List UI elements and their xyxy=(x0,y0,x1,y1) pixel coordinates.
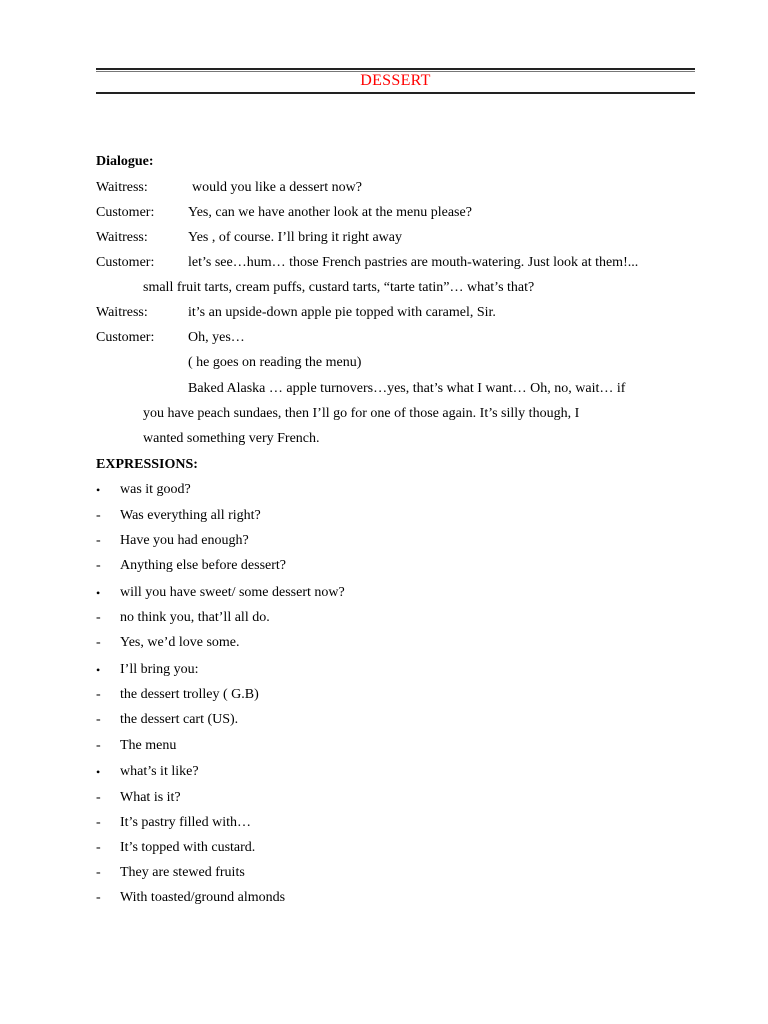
top-rule-thick xyxy=(96,68,695,70)
dash-marker: - xyxy=(96,890,101,905)
bullet-marker: • xyxy=(96,765,101,779)
list-item-text: It’s topped with custard. xyxy=(120,840,256,855)
stage-direction: ( he goes on reading the menu) xyxy=(188,355,362,370)
list-item-text: the dessert cart (US). xyxy=(120,712,239,727)
dash-marker: - xyxy=(96,533,101,548)
list-item-text: what’s it like? xyxy=(120,764,199,779)
speaker-label: Waitress: xyxy=(96,305,148,320)
dialogue-heading: Dialogue: xyxy=(96,154,154,169)
dash-marker: - xyxy=(96,840,101,855)
dash-marker: - xyxy=(96,635,101,650)
bullet-marker: • xyxy=(96,663,101,677)
page-title: DESSERT xyxy=(360,72,431,89)
dash-marker: - xyxy=(96,790,101,805)
list-item-text: Yes, we’d love some. xyxy=(120,635,240,650)
speech-text: it’s an upside-down apple pie topped with caramel, Sir. xyxy=(188,305,496,320)
list-item-text: The menu xyxy=(120,738,177,753)
speech-continuation: Baked Alaska … apple turnovers…yes, that’s what I want… Oh, no, wait… if xyxy=(188,381,626,396)
dash-marker: - xyxy=(96,738,101,753)
list-item-text: It’s pastry filled with… xyxy=(120,815,252,830)
dash-marker: - xyxy=(96,508,101,523)
speech-continuation: small fruit tarts, cream puffs, custard tarts, “tarte tatin”… what’s that? xyxy=(143,280,535,295)
speaker-label: Customer: xyxy=(96,330,155,345)
list-item-text: was it good? xyxy=(120,482,191,497)
list-item-text: no think you, that’ll all do. xyxy=(120,610,270,625)
speech-text: would you like a dessert now? xyxy=(192,180,362,195)
bullet-marker: • xyxy=(96,586,101,600)
dash-marker: - xyxy=(96,687,101,702)
list-item-text: will you have sweet/ some dessert now? xyxy=(120,585,345,600)
speech-text: Yes, can we have another look at the menu please? xyxy=(188,205,472,220)
bullet-marker: • xyxy=(96,483,101,497)
list-item-text: Anything else before dessert? xyxy=(120,558,286,573)
list-item-text: They are stewed fruits xyxy=(120,865,245,880)
speaker-label: Waitress: xyxy=(96,180,148,195)
speech-text: Oh, yes… xyxy=(188,330,245,345)
speech-continuation: wanted something very French. xyxy=(143,431,320,446)
dash-marker: - xyxy=(96,610,101,625)
speech-continuation: you have peach sundaes, then I’ll go for one of those again. It’s silly though, I xyxy=(143,406,580,421)
speaker-label: Waitress: xyxy=(96,230,148,245)
speaker-label: Customer: xyxy=(96,205,155,220)
list-item-text: Have you had enough? xyxy=(120,533,249,548)
list-item-text: What is it? xyxy=(120,790,181,805)
speech-text: Yes , of course. I’ll bring it right away xyxy=(188,230,402,245)
list-item-text: the dessert trolley ( G.B) xyxy=(120,687,259,702)
dash-marker: - xyxy=(96,815,101,830)
list-item-text: I’ll bring you: xyxy=(120,662,199,677)
list-item-text: Was everything all right? xyxy=(120,508,261,523)
dash-marker: - xyxy=(96,558,101,573)
dash-marker: - xyxy=(96,712,101,727)
list-item-text: With toasted/ground almonds xyxy=(120,890,286,905)
speaker-label: Customer: xyxy=(96,255,155,270)
dash-marker: - xyxy=(96,865,101,880)
title-underline xyxy=(96,92,695,94)
speech-text: let’s see…hum… those French pastries are mouth-watering. Just look at them!... xyxy=(188,255,639,270)
expressions-heading: EXPRESSIONS: xyxy=(96,457,198,472)
